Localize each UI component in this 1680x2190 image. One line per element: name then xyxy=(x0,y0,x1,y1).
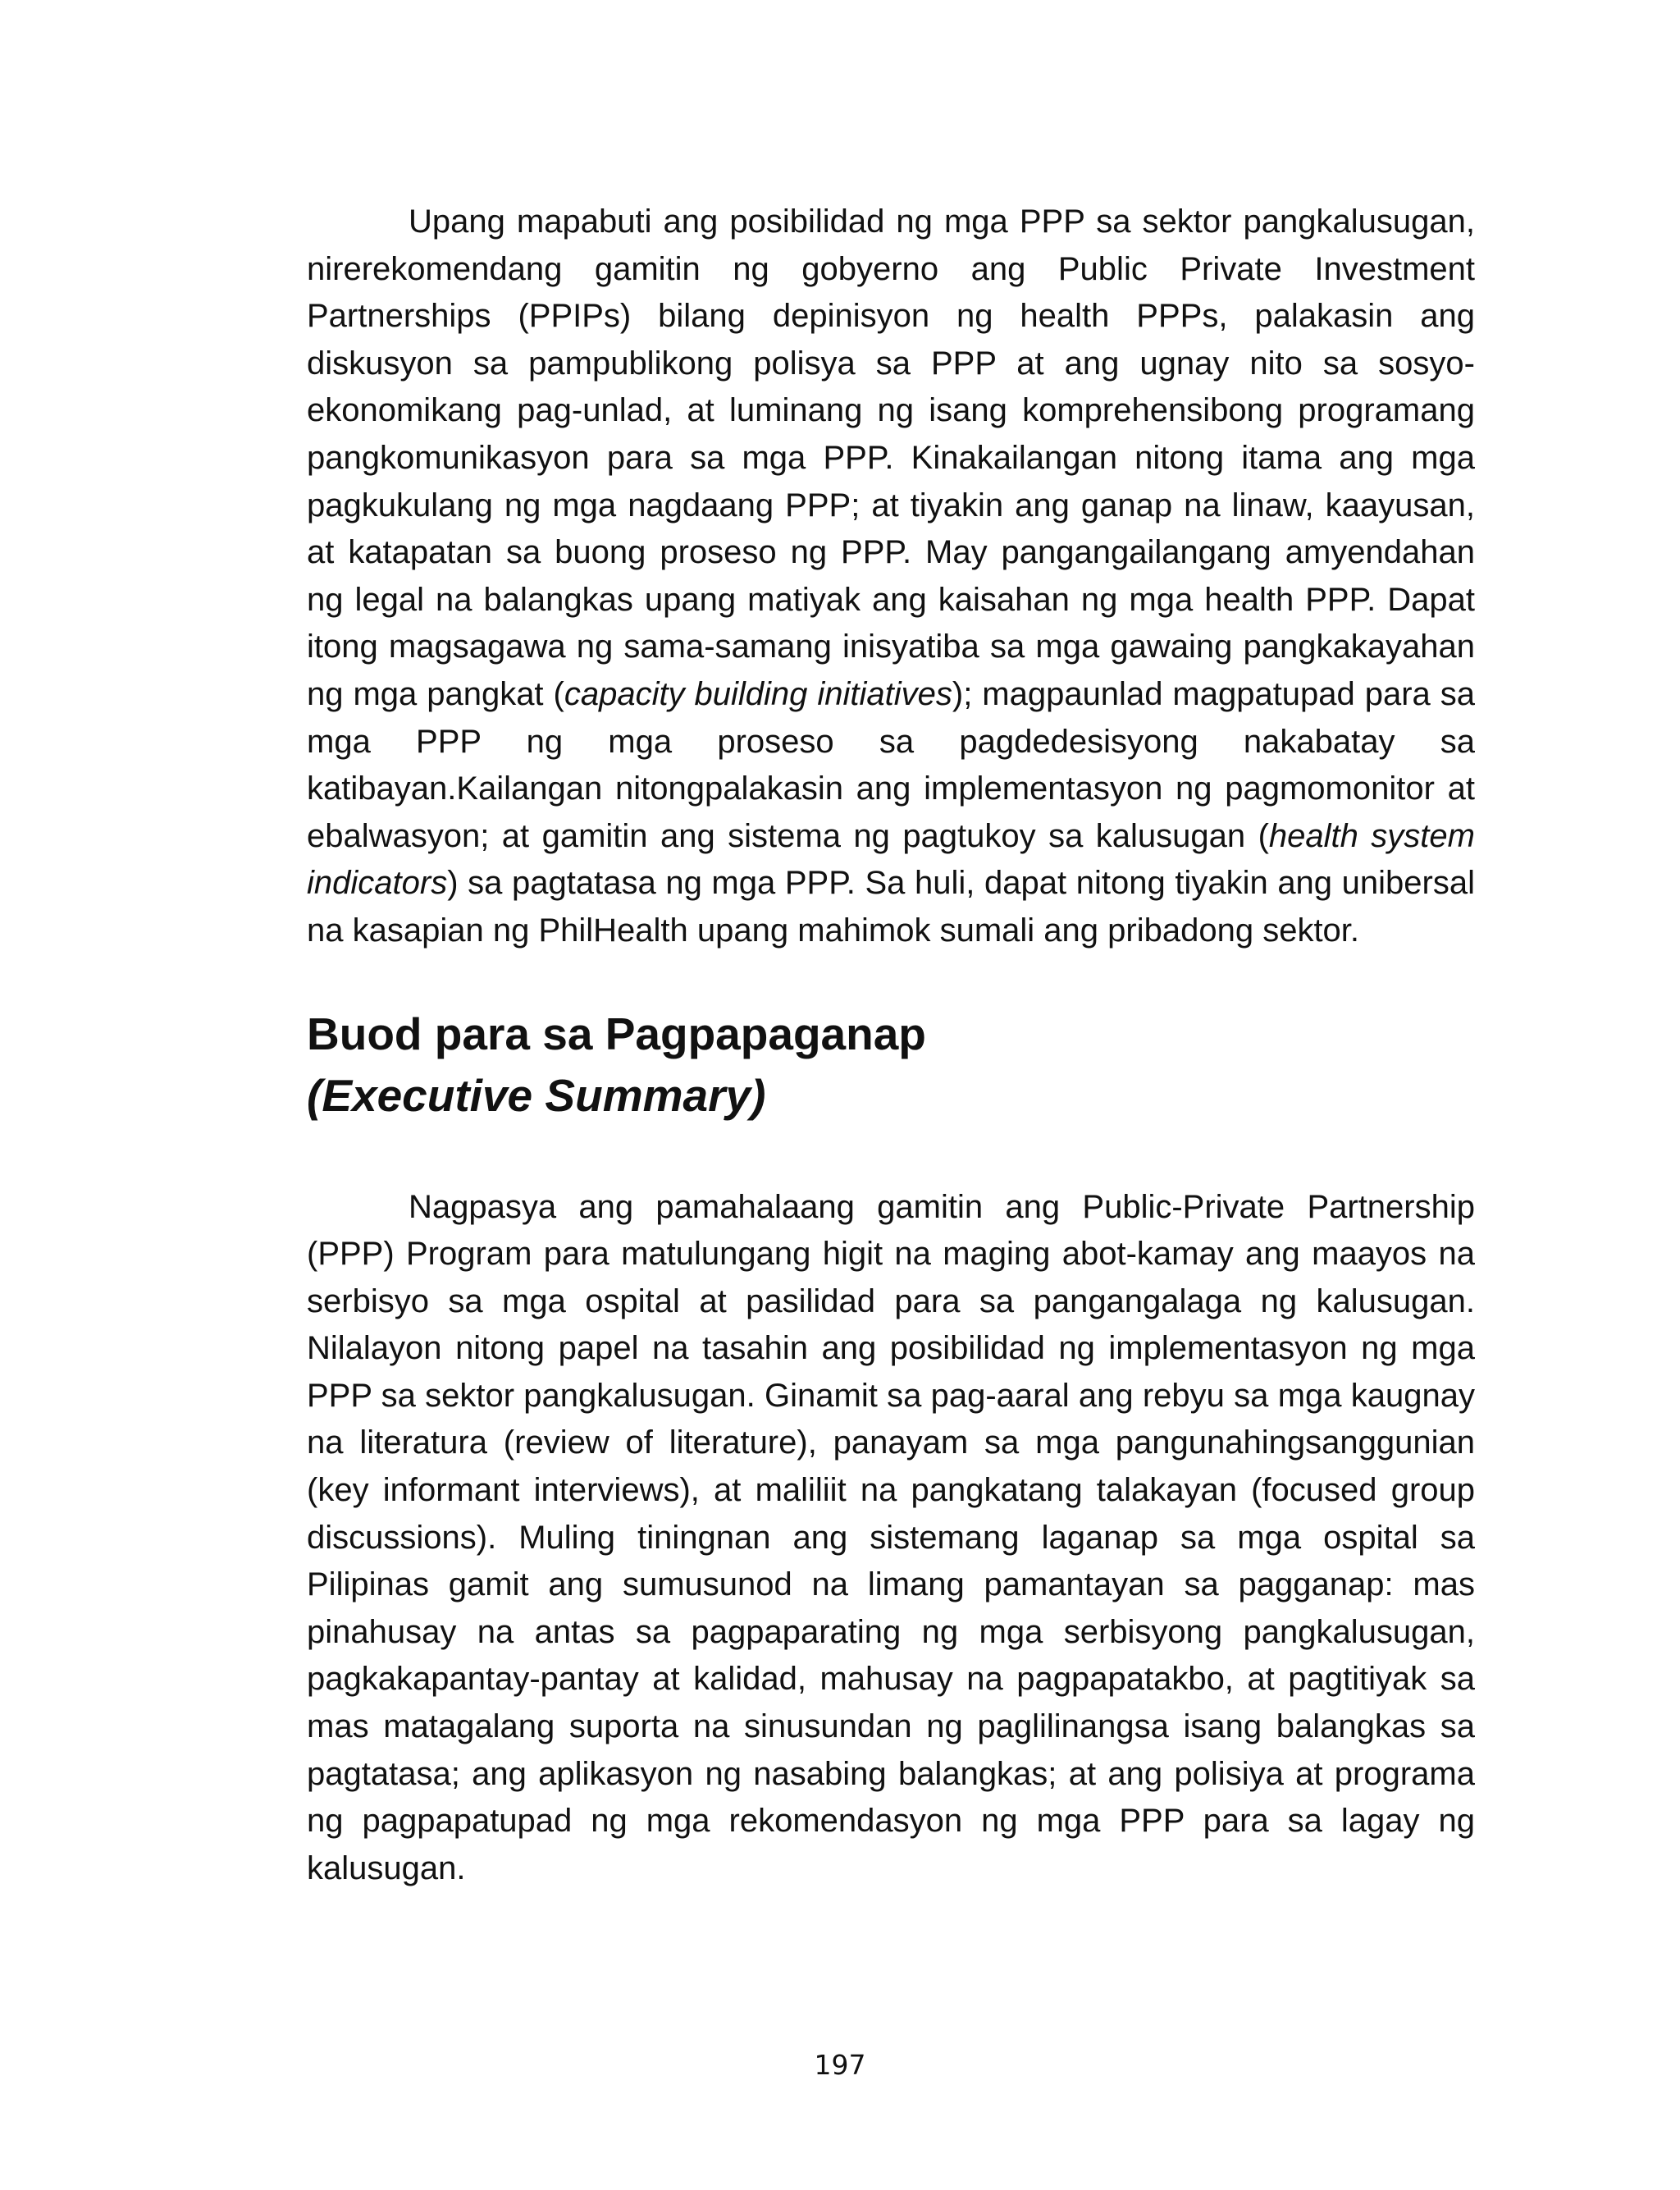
page-body xyxy=(307,199,1475,1892)
paragraph-text: Upang mapabuti ang posibilidad ng mga PPP sa sektor pangkalusugan, nirerekomendang gamitin ng gobyerno ang Public Private Investment Partnerships (PPIPs) bilang depinisyon ng health PPPs, palakasin ang diskusyon sa pampublikong polisya sa PPP at ang ugnay nito sa sosyo-ekonomikang pag-unlad, at luminang ng isang komprehensibong programang pangkomunikasyon para sa mga PPP. Kinakailangan nitong itama ang mga pagkukulang ng mga nagdaang PPP; at tiyakin ang ganap na linaw, kaayusan, at katapatan sa buong proseso ng PPP. May pangangailangang amyendahan ng legal na balangkas upang matiyak ang kaisahan ng mga health PPP. Dapat itong magsagawa ng sama-samang inisyatiba sa mga gawaing pangkakayahan ng mga pangkat ( xyxy=(307,203,1475,712)
section-title: Buod para sa Pagpapaganap xyxy=(307,1008,926,1059)
section-subtitle: (Executive Summary) xyxy=(307,1069,766,1121)
italic-term: health system indicators xyxy=(307,817,1475,902)
paragraph-text: ) sa pagtatasa ng mga PPP. Sa huli, dapat nitong tiyakin ang unibersal na kasapian ng PhilHealth upang mahimok sumali ang pribadong sektor. xyxy=(307,865,1475,949)
italic-term: capacity building initiatives xyxy=(564,675,952,712)
paragraph-text: ); magpaunlad magpatupad para sa mga PPP ng mga proseso sa pagdedesisyong nakabatay sa katibayan.Kailangan nitongpalakasin ang implementasyon ng pagmomonitor at ebalwasyon; at gamitin ang sistema ng pagtukoy sa kalusugan ( xyxy=(307,675,1475,854)
recommendation-paragraph xyxy=(307,199,1475,955)
summary-paragraph: Nagpasya ang pamahalaang gamitin ang Public-Private Partnership (PPP) Program para matulungang higit na maging abot-kamay ang maayos na serbisyo sa mga ospital at pasilidad para sa pangangalaga ng kalusugan. Nilalayon nitong papel na tasahin ang posibilidad ng implementasyon ng mga PPP sa sektor pangkalusugan. Ginamit sa pag-aaral ang rebyu sa mga kaugnay na literatura (review of literature), panayam sa mga pangunahingsanggunian (key informant interviews), at maliliit na pangkatang talakayan (focused group discussions). Muling tiningnan ang sistemang laganap sa mga ospital sa Pilipinas gamit ang sumusunod na limang pamantayan sa pagganap: mas pinahusay na antas sa pagpaparating ng mga serbisyong pangkalusugan, pagkakapantay-pantay at kalidad, mahusay na pagpapatakbo, at pagtitiyak sa mas matagalang suporta na sinusundan ng paglilinangsa isang balangkas sa pagtatasa; ang aplikasyon ng nasabing balangkas; at ang polisiya at programa ng pagpapatupad ng mga rekomendasyon ng mga PPP para sa lagay ng kalusugan. xyxy=(307,1188,1475,1886)
page-number: 197 xyxy=(814,2049,866,2081)
section-heading xyxy=(307,1004,1475,1127)
